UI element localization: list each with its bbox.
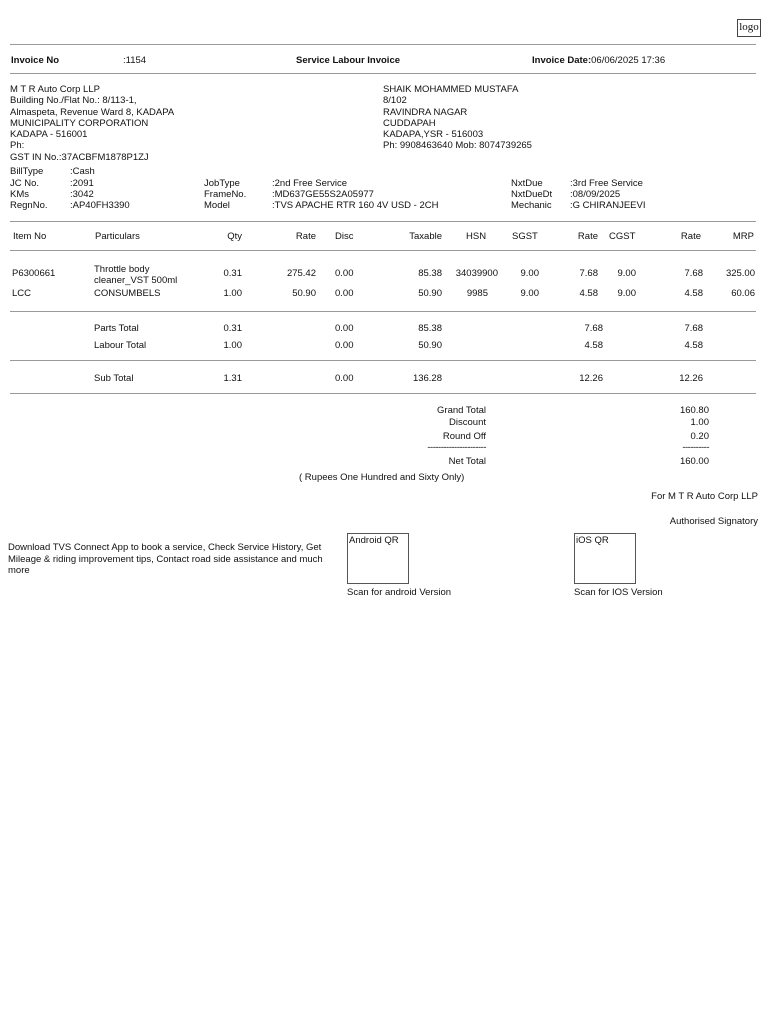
kms-label: KMs (10, 189, 29, 200)
seller-line: MUNICIPALITY CORPORATION (10, 118, 149, 129)
cell-particulars: CONSUMBELS (94, 288, 161, 299)
cell-cgst: 9.00 (617, 268, 636, 279)
sub-total-cgst: 12.26 (679, 373, 703, 384)
cell-disc: 0.00 (335, 288, 354, 299)
cell-particulars: Throttle body (94, 264, 150, 275)
divider (10, 360, 756, 361)
sub-total-disc: 0.00 (335, 373, 354, 384)
col-header-rate: Rate (295, 231, 316, 242)
col-header-mrp: MRP (732, 231, 754, 242)
invoice-title: Service Labour Invoice (296, 55, 401, 66)
model-value: :TVS APACHE RTR 160 4V USD - 2CH (272, 200, 439, 211)
cell-sgst-rate: 7.68 (579, 268, 598, 279)
customer-line: CUDDAPAH (383, 118, 436, 129)
ios-qr-label: iOS QR (576, 535, 609, 546)
jc-no-value: :2091 (70, 178, 94, 189)
labour-total-sgst: 4.58 (584, 340, 603, 351)
customer-phone: Ph: 9908463640 Mob: 8074739265 (383, 140, 532, 151)
seller-line: Ph: (10, 140, 25, 151)
android-qr-label: Android QR (349, 535, 399, 546)
sub-total-sgst: 12.26 (579, 373, 603, 384)
parts-total-qty: 0.31 (223, 323, 242, 334)
col-header-cgst: CGST (609, 231, 636, 242)
customer-line: 8/102 (383, 95, 407, 106)
cell-cgst-rate: 4.58 (684, 288, 703, 299)
round-off-value: 0.20 (690, 431, 709, 442)
invoice-date-value: 06/06/2025 17:36 (591, 55, 666, 66)
grand-total-label: Grand Total (437, 405, 486, 416)
parts-total-label: Parts Total (94, 323, 139, 334)
android-qr-caption: Scan for android Version (347, 587, 452, 598)
cell-item-no: P6300661 (12, 268, 56, 279)
cell-qty: 1.00 (223, 288, 242, 299)
kms-value: :3042 (70, 189, 94, 200)
model-label: Model (204, 200, 230, 211)
col-header-hsn: HSN (466, 231, 487, 242)
col-header-particulars: Particulars (95, 231, 140, 242)
parts-total-cgst: 7.68 (684, 323, 703, 334)
job-type-label: JobType (204, 178, 240, 189)
discount-value: 1.00 (690, 417, 709, 428)
amount-in-words: ( Rupees One Hundred and Sixty Only) (299, 472, 465, 483)
invoice-no-label: Invoice No (11, 55, 60, 66)
regn-no-value: :AP40FH3390 (70, 200, 130, 211)
regn-no-label: RegnNo. (10, 200, 48, 211)
cell-taxable: 85.38 (418, 268, 442, 279)
job-type-value: :2nd Free Service (272, 178, 347, 189)
seller-gst: GST IN No.:37ACBFM1878P1ZJ (10, 152, 149, 163)
frame-no-label: FrameNo. (204, 189, 247, 200)
labour-total-qty: 1.00 (223, 340, 242, 351)
customer-line: SHAIK MOHAMMED MUSTAFA (383, 84, 519, 95)
seller-line: Almaspeta, Revenue Ward 8, KADAPA (10, 107, 175, 118)
dash-separator: ---------- (682, 442, 709, 453)
cell-item-no: LCC (12, 288, 32, 299)
mechanic-label: Mechanic (511, 200, 552, 211)
company-logo: logo (737, 19, 761, 37)
bill-type-value: :Cash (70, 166, 95, 177)
labour-total-taxable: 50.90 (418, 340, 442, 351)
cell-sgst: 9.00 (520, 268, 539, 279)
divider (10, 311, 756, 312)
mechanic-value: :G CHIRANJEEVI (570, 200, 646, 211)
grand-total-value: 160.80 (679, 405, 709, 416)
divider (10, 250, 756, 251)
net-total-label: Net Total (448, 456, 486, 467)
next-due-label: NxtDue (511, 178, 543, 189)
parts-total-disc: 0.00 (335, 323, 354, 334)
promo-text: more (8, 565, 30, 576)
labour-total-cgst: 4.58 (684, 340, 703, 351)
dash-separator: ---------------------- (427, 442, 486, 453)
col-header-cgst-rate: Rate (680, 231, 701, 242)
next-due-date-value: :08/09/2025 (570, 189, 621, 200)
android-qr-code (347, 533, 409, 584)
divider (10, 393, 756, 394)
for-company: For M T R Auto Corp LLP (651, 491, 758, 502)
col-header-qty: Qty (227, 231, 242, 242)
ios-qr-caption: Scan for IOS Version (574, 587, 663, 598)
labour-total-label: Labour Total (94, 340, 147, 351)
cell-qty: 0.31 (223, 268, 242, 279)
discount-label: Discount (449, 417, 486, 428)
sub-total-label: Sub Total (94, 373, 134, 384)
cell-rate: 50.90 (292, 288, 316, 299)
cell-disc: 0.00 (335, 268, 354, 279)
seller-line: KADAPA - 516001 (10, 129, 88, 140)
round-off-label: Round Off (442, 431, 486, 442)
col-header-sgst-rate: Rate (577, 231, 598, 242)
invoice-date-label: Invoice Date: (532, 55, 592, 66)
cell-sgst-rate: 4.58 (579, 288, 598, 299)
promo-text: Mileage & riding improvement tips, Contact road side assistance and much (8, 554, 323, 565)
cell-taxable: 50.90 (418, 288, 442, 299)
col-header-sgst: SGST (512, 231, 538, 242)
divider (10, 221, 756, 222)
invoice-date (532, 55, 665, 66)
cell-mrp: 325.00 (725, 268, 755, 279)
cell-sgst: 9.00 (520, 288, 539, 299)
promo-text: Download TVS Connect App to book a service, Check Service History, Get (8, 542, 322, 553)
parts-total-sgst: 7.68 (584, 323, 603, 334)
authorised-signatory: Authorised Signatory (669, 516, 758, 527)
cell-hsn: 34039900 (455, 268, 498, 279)
seller-line: Building No./Flat No.: 8/113-1, (10, 95, 137, 106)
next-due-date-label: NxtDueDt (511, 189, 553, 200)
divider (10, 44, 756, 45)
sub-total-qty: 1.31 (223, 373, 242, 384)
cell-mrp: 60.06 (731, 288, 755, 299)
customer-line: KADAPA,YSR - 516003 (383, 129, 484, 140)
sub-total-taxable: 136.28 (412, 373, 442, 384)
parts-total-taxable: 85.38 (418, 323, 442, 334)
cell-cgst-rate: 7.68 (684, 268, 703, 279)
seller-line: M T R Auto Corp LLP (10, 84, 100, 95)
bill-type-label: BillType (10, 166, 44, 177)
jc-no-label: JC No. (10, 178, 40, 189)
col-header-item-no: Item No (13, 231, 47, 242)
frame-no-value: :MD637GE55S2A05977 (272, 189, 374, 200)
next-due-value: :3rd Free Service (570, 178, 643, 189)
net-total-value: 160.00 (679, 456, 709, 467)
cell-cgst: 9.00 (617, 288, 636, 299)
customer-line: RAVINDRA NAGAR (383, 107, 468, 118)
cell-particulars: cleaner_VST 500ml (94, 275, 178, 286)
divider (10, 73, 756, 74)
invoice-no-value: :1154 (123, 55, 147, 66)
col-header-disc: Disc (335, 231, 354, 242)
labour-total-disc: 0.00 (335, 340, 354, 351)
cell-hsn: 9985 (466, 288, 488, 299)
ios-qr-code (574, 533, 636, 584)
cell-rate: 275.42 (286, 268, 316, 279)
col-header-taxable: Taxable (409, 231, 442, 242)
